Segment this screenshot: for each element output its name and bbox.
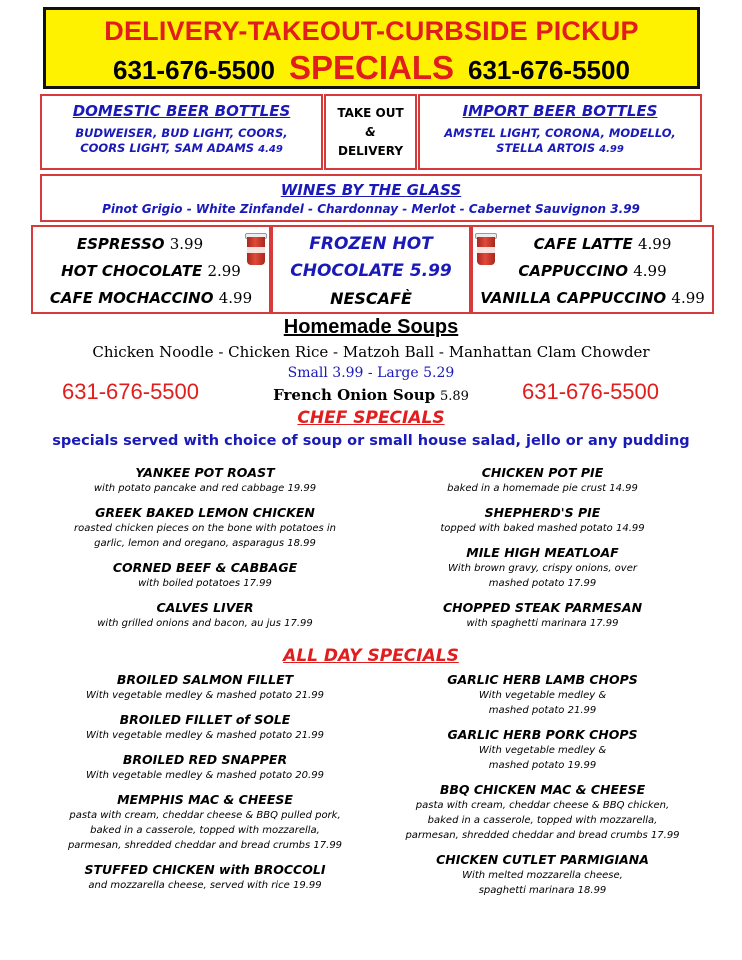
item-desc: and mozzarella cheese, served with rice 19.99	[88, 880, 322, 891]
drink-price: 4.99	[218, 289, 253, 307]
item-desc: baked in a homemade pie crust 14.99	[447, 483, 638, 494]
drink-name: CAFE LATTE	[533, 235, 633, 253]
soups-title: Homemade Soups	[283, 316, 459, 338]
item-name: CHICKEN CUTLET PARMIGIANA	[436, 852, 649, 867]
coffee-left-item	[33, 285, 269, 312]
item-name: BROILED SALMON FILLET	[116, 672, 294, 687]
headline: DELIVERY-TAKEOUT-CURBSIDE PICKUP	[104, 16, 639, 46]
drink-name: CAFE MOCHACCINO	[49, 289, 214, 307]
menu-item	[380, 504, 705, 536]
menu-item	[380, 464, 705, 496]
drink-price: 4.99	[637, 235, 672, 253]
item-name: CHICKEN POT PIE	[481, 465, 604, 480]
drink-price: 2.99	[207, 262, 241, 280]
menu-item	[380, 851, 705, 898]
chef-subtitle: specials served with choice of soup or small house salad, jello or any pudding	[52, 433, 690, 449]
menu-item	[380, 671, 705, 718]
import-beer-line2: STELLA ARTOIS	[496, 141, 596, 155]
menu-item	[380, 781, 705, 843]
import-beer-box	[418, 94, 702, 170]
drink-name: VANILLA CAPPUCCINO	[480, 289, 667, 307]
takeout-box	[324, 94, 417, 170]
coffee-cup-icon	[245, 231, 267, 267]
item-name: SHEPHERD'S PIE	[484, 505, 601, 520]
drink-name: HOT CHOCOLATE	[61, 262, 203, 280]
domestic-beer-price: 4.49	[258, 144, 283, 155]
item-name: YANKEE POT ROAST	[135, 465, 275, 480]
phone-right[interactable]: 631-676-5500	[468, 55, 630, 85]
domestic-beer-line2: COORS LIGHT, SAM ADAMS	[80, 141, 255, 155]
item-desc: With vegetable medley & mashed potato 19.99	[478, 745, 607, 771]
coffee-cup-icon	[475, 231, 497, 267]
soups-list: Chicken Noodle - Chicken Rice - Matzoh Ball - Manhattan Clam Chowder	[92, 343, 650, 361]
allday-right-column	[380, 671, 705, 906]
chef-left-column	[40, 464, 370, 639]
wines-price: 3.99	[610, 202, 640, 216]
item-desc: With vegetable medley & mashed potato 21.99	[478, 690, 607, 716]
item-desc: roasted chicken pieces on the bone with potatoes in garlic, lemon and oregano, asparagus 18.99	[73, 523, 337, 549]
item-name: BROILED RED SNAPPER	[122, 752, 288, 767]
item-desc: with potato pancake and red cabbage 19.99	[93, 483, 317, 494]
coffee-right-item	[473, 258, 712, 285]
nescafe-label: NESCAFÈ	[330, 289, 412, 308]
wines-line	[42, 202, 700, 217]
import-beer-line2-wrap	[420, 141, 700, 157]
item-desc: With vegetable medley & mashed potato 20.99	[86, 770, 324, 781]
menu-item	[40, 711, 370, 743]
soups-title-row	[0, 316, 742, 339]
soups-sizes: Small 3.99 - Large 5.29	[287, 365, 455, 381]
item-desc: With vegetable medley & mashed potato 21.99	[86, 690, 324, 701]
menu-item	[40, 751, 370, 783]
coffee-center-box	[271, 225, 471, 314]
menu-item	[40, 599, 370, 631]
item-name: CALVES LIVER	[156, 600, 254, 615]
drink-price: 4.99	[633, 262, 667, 280]
menu-item	[40, 791, 370, 853]
menu-item	[380, 544, 705, 591]
item-name: CORNED BEEF & CABBAGE	[112, 560, 298, 575]
phone-left[interactable]: 631-676-5500	[113, 55, 275, 85]
wines-list: Pinot Grigio - White Zinfandel - Chardonnay - Merlot - Cabernet Sauvignon	[102, 202, 607, 216]
coffee-left-item	[33, 258, 269, 285]
soup-phone-left[interactable]: 631-676-5500	[62, 379, 200, 404]
chef-specials-title: CHEF SPECIALS	[297, 408, 445, 428]
item-name: BROILED FILLET of SOLE	[119, 712, 291, 727]
coffee-right-item	[493, 231, 712, 258]
takeout-ampersand: &	[365, 125, 376, 139]
menu-item	[40, 861, 370, 893]
item-desc: With melted mozzarella cheese, spaghetti marinara 18.99	[462, 870, 623, 896]
coffee-right-box	[471, 225, 714, 314]
french-onion-label: French Onion Soup	[273, 386, 436, 404]
item-desc: With vegetable medley & mashed potato 21.99	[86, 730, 324, 741]
item-name: BBQ CHICKEN MAC & CHEESE	[439, 782, 646, 797]
drink-price: 4.99	[671, 289, 705, 307]
menu-item	[380, 599, 705, 631]
item-name: MILE HIGH MEATLOAF	[466, 545, 619, 560]
allday-left-column	[40, 671, 370, 901]
drink-name: ESPRESSO	[76, 235, 165, 253]
drink-name: CAPPUCCINO	[518, 262, 629, 280]
item-desc: with boiled potatoes 17.99	[138, 578, 272, 589]
all-day-specials-title: ALL DAY SPECIALS	[283, 646, 459, 666]
domestic-beer-line2-wrap	[42, 141, 321, 157]
takeout-line1: TAKE OUT	[337, 106, 404, 120]
item-desc: with spaghetti marinara 17.99	[466, 618, 619, 629]
item-name: GARLIC HERB PORK CHOPS	[447, 727, 638, 742]
frozen-line1: FROZEN HOT	[309, 234, 433, 254]
soup-phone-right[interactable]: 631-676-5500	[522, 379, 660, 404]
coffee-right-item	[473, 285, 712, 312]
item-desc: with grilled onions and bacon, au jus 17.99	[97, 618, 313, 629]
item-desc: pasta with cream, cheddar cheese & BBQ pulled pork, baked in a casserole, topped with mozzarella, parmesan, shredded cheddar and bread crumbs 17.99	[67, 810, 343, 851]
takeout-line3: DELIVERY	[337, 144, 404, 158]
domestic-beer-box	[40, 94, 323, 170]
menu-item	[40, 464, 370, 496]
menu-item	[40, 671, 370, 703]
drink-price: 3.99	[169, 235, 204, 253]
chef-right-column	[380, 464, 705, 639]
item-name: CHOPPED STEAK PARMESAN	[442, 600, 643, 615]
domestic-beer-line1: BUDWEISER, BUD LIGHT, COORS,	[75, 126, 288, 140]
french-onion-price: 5.89	[439, 389, 469, 404]
item-desc: topped with baked mashed potato 14.99	[440, 523, 645, 534]
allday-title-row	[0, 646, 742, 666]
domestic-beer-title: DOMESTIC BEER BOTTLES	[72, 102, 291, 120]
import-beer-title: IMPORT BEER BOTTLES	[462, 102, 658, 120]
item-desc: pasta with cream, cheddar cheese & BBQ chicken, baked in a casserole, topped with mozzarella, parmesan, shredded cheddar and bread crumbs 17.99	[405, 800, 680, 841]
import-beer-price: 4.99	[599, 144, 624, 155]
frozen-line2: CHOCOLATE 5.99	[290, 261, 452, 281]
header-banner	[43, 7, 700, 89]
coffee-left-box	[31, 225, 271, 314]
item-name: MEMPHIS MAC & CHEESE	[117, 792, 293, 807]
chef-title-row	[0, 408, 742, 428]
specials-title: SPECIALS	[288, 49, 455, 86]
item-name: STUFFED CHICKEN with BROCCOLI	[84, 862, 326, 877]
phone-row	[46, 49, 697, 87]
item-name: GREEK BAKED LEMON CHICKEN	[95, 505, 315, 520]
import-beer-line1: AMSTEL LIGHT, CORONA, MODELLO,	[444, 126, 676, 140]
coffee-left-item	[33, 231, 247, 258]
menu-item	[380, 726, 705, 773]
wines-title: WINES BY THE GLASS	[280, 181, 462, 199]
menu-item	[40, 559, 370, 591]
wines-box	[40, 174, 702, 222]
menu-item	[40, 504, 370, 551]
item-desc: With brown gravy, crispy onions, over mashed potato 17.99	[448, 563, 637, 589]
item-name: GARLIC HERB LAMB CHOPS	[447, 672, 638, 687]
